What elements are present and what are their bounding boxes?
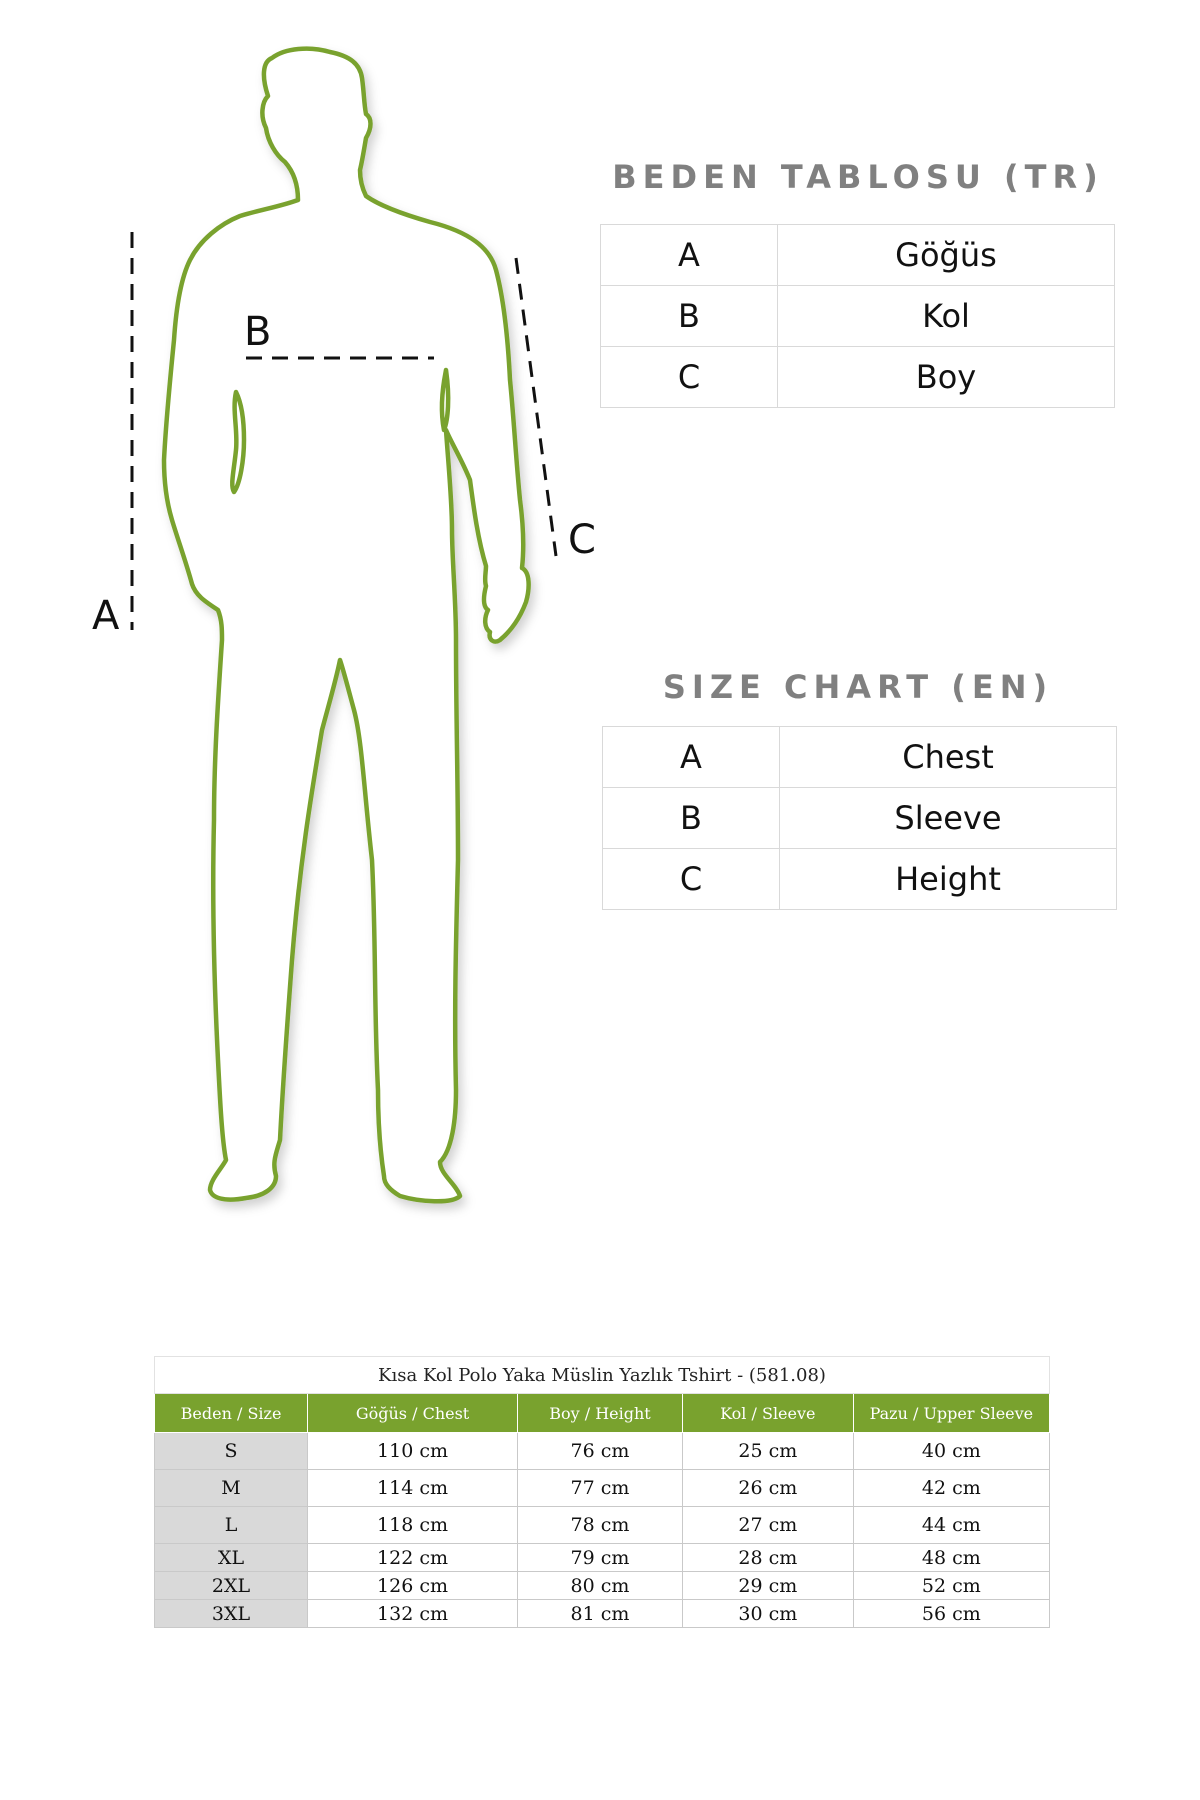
height-cell: 80 cm [518,1572,683,1600]
legend-en-row [603,788,1117,849]
size-cell: L [155,1507,308,1544]
size-cell: 2XL [155,1572,308,1600]
sleeve-label-c: C [568,517,596,563]
table-row [155,1572,1050,1600]
column-header-chest: Göğüs / Chest [308,1394,518,1433]
legend-en-row [603,849,1117,910]
column-header-sleeve: Kol / Sleeve [682,1394,853,1433]
legend-en-value: Chest [780,727,1117,788]
legend-en-key: C [603,849,780,910]
body-measurement-figure [0,0,600,1220]
legend-tr-key: B [601,286,778,347]
sleeve-cell: 30 cm [682,1600,853,1628]
size-table-caption-row [155,1357,1050,1394]
chest-cell: 114 cm [308,1470,518,1507]
legend-en-table [602,726,1117,910]
legend-tr-row [601,286,1115,347]
size-table-header-row [155,1394,1050,1433]
chest-cell: 110 cm [308,1433,518,1470]
height-cell: 81 cm [518,1600,683,1628]
column-header-height: Boy / Height [518,1394,683,1433]
table-row [155,1470,1050,1507]
body-outline-illustration [0,0,600,1220]
legend-tr-value: Boy [778,347,1115,408]
sleeve-cell: 26 cm [682,1470,853,1507]
upper-sleeve-cell: 44 cm [853,1507,1049,1544]
height-cell: 79 cm [518,1544,683,1572]
size-measurement-table [154,1356,1050,1628]
upper-sleeve-cell: 56 cm [853,1600,1049,1628]
height-cell: 76 cm [518,1433,683,1470]
upper-sleeve-cell: 48 cm [853,1544,1049,1572]
legend-en-row [603,727,1117,788]
sleeve-cell: 25 cm [682,1433,853,1470]
size-table-caption: Kısa Kol Polo Yaka Müslin Yazlık Tshirt - (581.08) [155,1357,1050,1394]
legend-tr-key: A [601,225,778,286]
legend-en-key: B [603,788,780,849]
right-arm-gap [442,370,448,430]
chest-cell: 126 cm [308,1572,518,1600]
table-row [155,1433,1050,1470]
upper-sleeve-cell: 42 cm [853,1470,1049,1507]
column-header-size: Beden / Size [155,1394,308,1433]
size-cell: S [155,1433,308,1470]
body-silhouette [164,49,529,1202]
upper-sleeve-cell: 40 cm [853,1433,1049,1470]
height-label-a: A [92,593,120,639]
chest-label-b: B [244,309,272,355]
legend-tr-row [601,347,1115,408]
size-cell: XL [155,1544,308,1572]
size-cell: 3XL [155,1600,308,1628]
chest-cell: 122 cm [308,1544,518,1572]
legend-tr-table [600,224,1115,408]
column-header-upper-sleeve: Pazu / Upper Sleeve [853,1394,1049,1433]
table-row [155,1507,1050,1544]
height-cell: 77 cm [518,1470,683,1507]
sleeve-cell: 29 cm [682,1572,853,1600]
legend-en-value: Height [780,849,1117,910]
sleeve-cell: 27 cm [682,1507,853,1544]
legend-tr-value: Kol [778,286,1115,347]
legend-en-key: A [603,727,780,788]
chest-cell: 132 cm [308,1600,518,1628]
legend-en-title: SIZE CHART (EN) [662,668,1054,706]
sleeve-cell: 28 cm [682,1544,853,1572]
size-cell: M [155,1470,308,1507]
legend-tr-value: Göğüs [778,225,1115,286]
legend-tr-key: C [601,347,778,408]
height-cell: 78 cm [518,1507,683,1544]
legend-tr-title: BEDEN TABLOSU (TR) [612,158,1104,196]
legend-en-value: Sleeve [780,788,1117,849]
chest-cell: 118 cm [308,1507,518,1544]
table-row [155,1544,1050,1572]
legend-tr-row [601,225,1115,286]
table-row [155,1600,1050,1628]
upper-sleeve-cell: 52 cm [853,1572,1049,1600]
